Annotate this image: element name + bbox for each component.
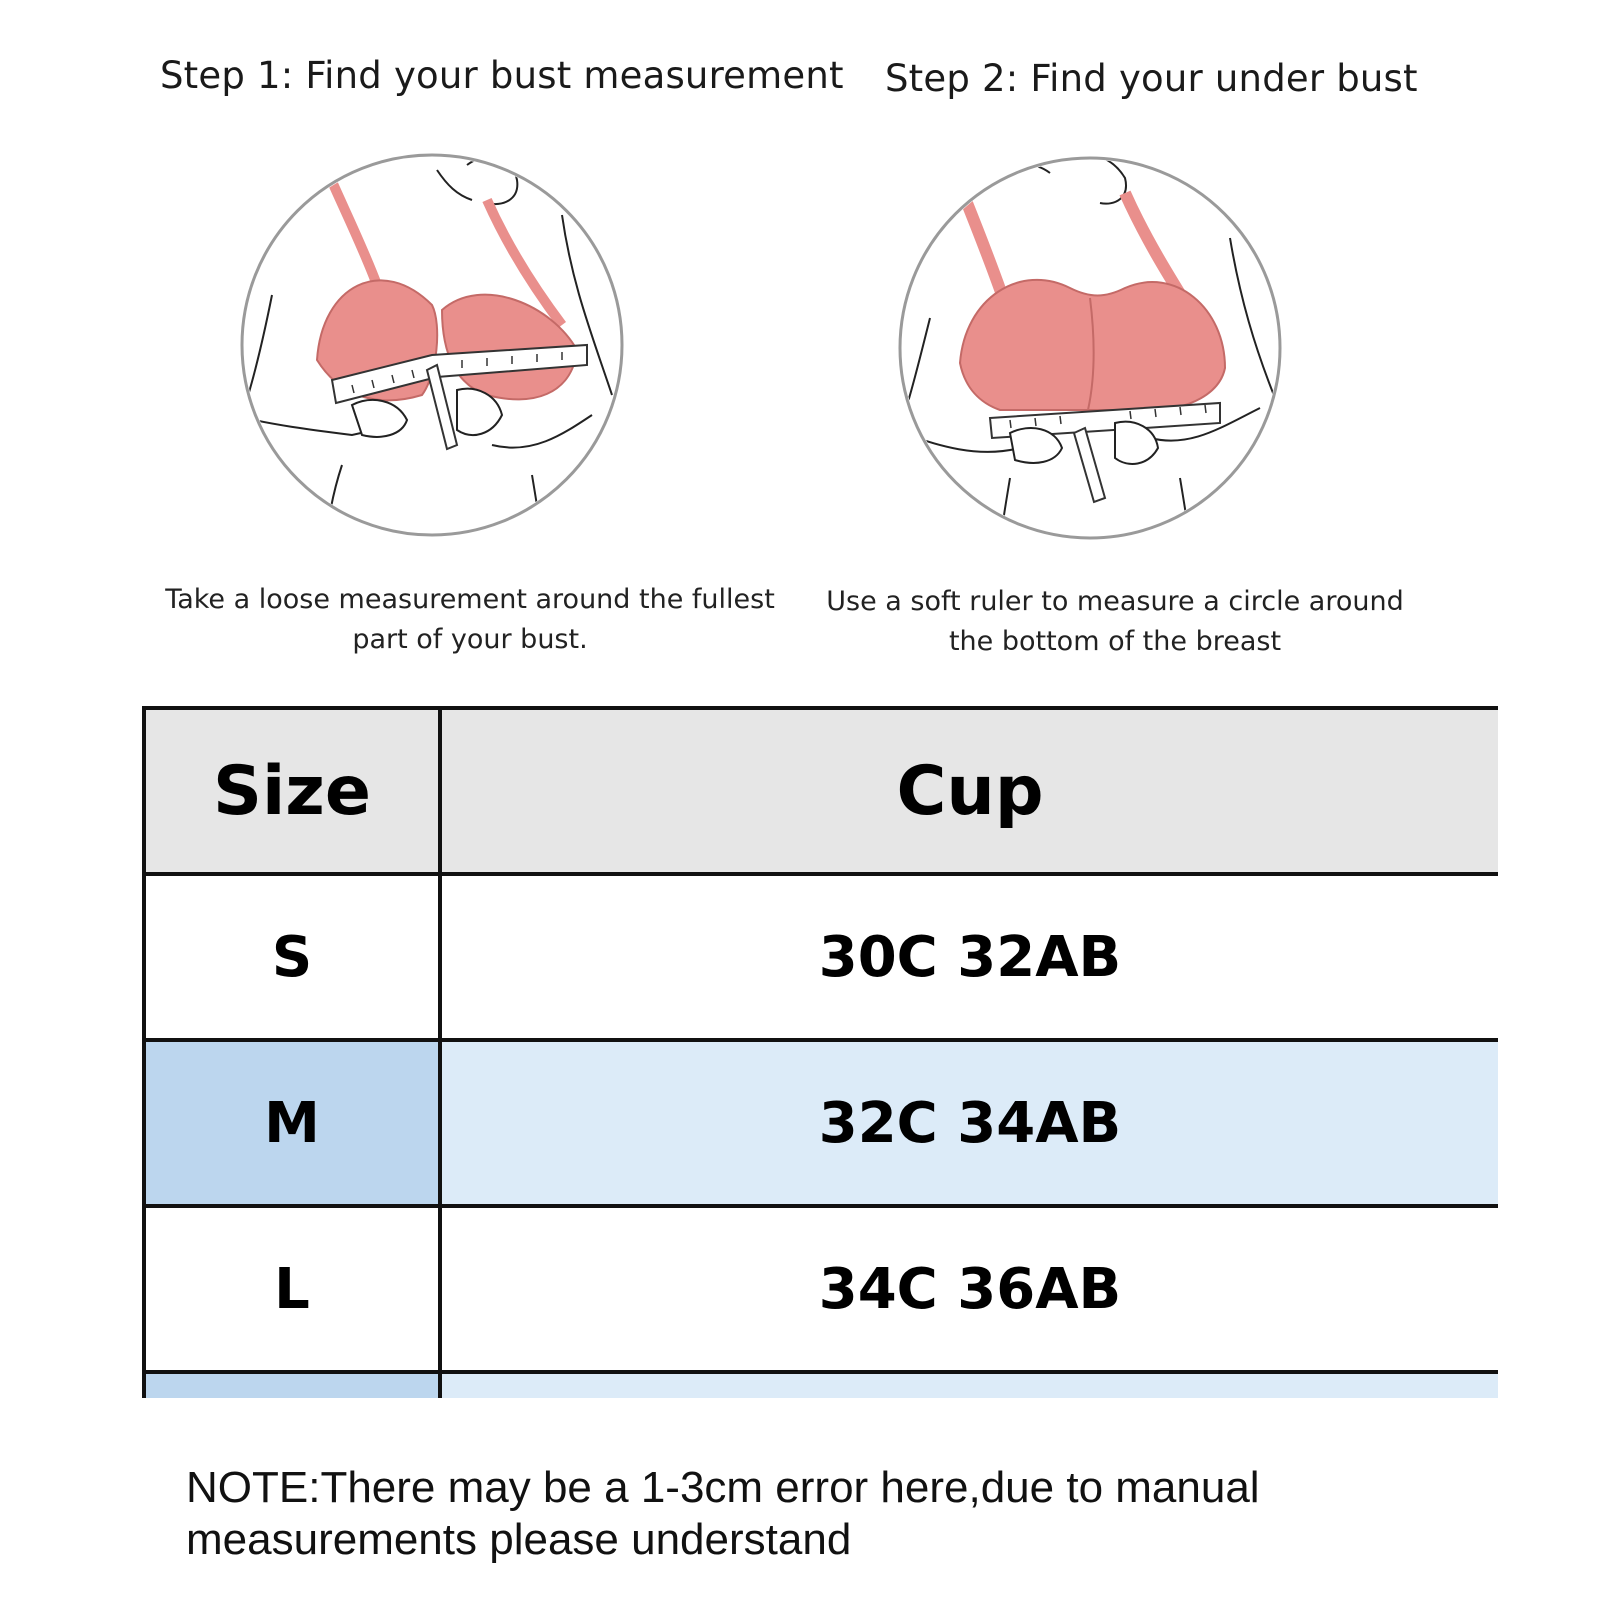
table-row	[144, 1040, 1498, 1206]
table-row	[144, 1206, 1498, 1372]
header-cup: Cup	[440, 708, 1498, 874]
cup-cell	[440, 1372, 1498, 1398]
step2-description: Use a soft ruler to measure a circle around the bottom of the breast	[826, 586, 1404, 657]
measurement-note: NOTE:There may be a 1-3cm error here,due to manual measurements please understand	[186, 1463, 1260, 1564]
bust-measurement-illustration	[232, 145, 632, 545]
table-row	[144, 874, 1498, 1040]
header-size: Size	[144, 708, 440, 874]
size-chart-table	[142, 706, 1498, 1398]
cup-cell: 30C 32AB	[440, 874, 1498, 1040]
size-cell: L	[144, 1206, 440, 1372]
under-bust-measurement-illustration	[890, 148, 1290, 548]
cup-cell: 34C 36AB	[440, 1206, 1498, 1372]
size-cell	[144, 1372, 440, 1398]
step1-description: Take a loose measurement around the fullest part of your bust.	[165, 584, 775, 655]
size-cell: M	[144, 1040, 440, 1206]
table-row-cropped	[144, 1372, 1498, 1398]
step2-title: Step 2: Find your under bust	[885, 57, 1418, 100]
step1-title: Step 1: Find your bust measurement	[160, 54, 844, 97]
cup-cell: 32C 34AB	[440, 1040, 1498, 1206]
table-header-row	[144, 708, 1498, 874]
size-cell: S	[144, 874, 440, 1040]
